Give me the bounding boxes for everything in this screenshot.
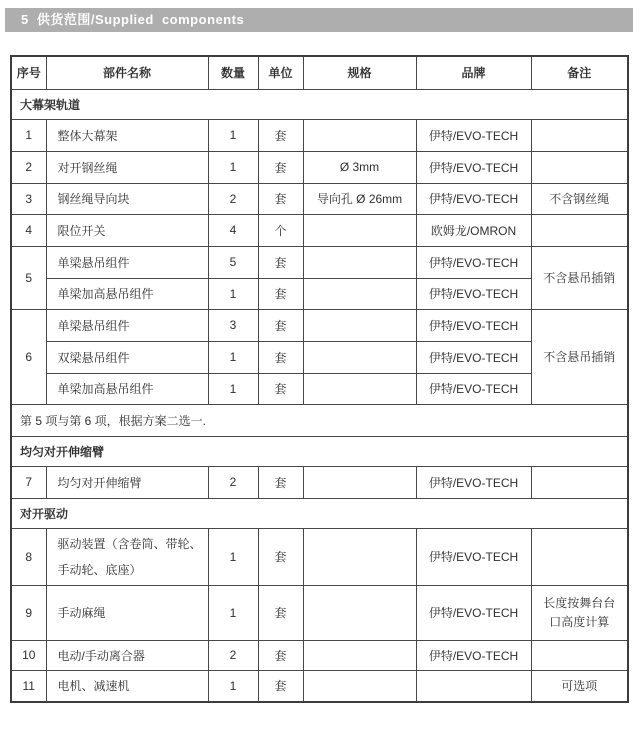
brand-cell: 伊特/EVO-TECH xyxy=(416,640,531,670)
component-name-cell: 对开钢丝绳 xyxy=(46,151,208,183)
unit-cell: 套 xyxy=(258,246,303,278)
spec-cell xyxy=(303,670,416,702)
spec-cell xyxy=(303,585,416,640)
section-row-telescopic-arm xyxy=(11,436,628,466)
spec-cell xyxy=(303,341,416,373)
table-row xyxy=(11,528,628,585)
table-row xyxy=(11,214,628,246)
row-no-cell: 11 xyxy=(11,670,46,702)
brand-cell: 伊特/EVO-TECH xyxy=(416,183,531,214)
spec-cell xyxy=(303,528,416,585)
component-name-cell: 限位开关 xyxy=(46,214,208,246)
row-no-cell: 10 xyxy=(11,640,46,670)
note-cell: 长度按舞台台口高度计算 xyxy=(531,585,628,640)
qty-cell: 3 xyxy=(208,309,258,341)
spec-cell xyxy=(303,309,416,341)
note-cell: 可选项 xyxy=(531,670,628,702)
qty-cell: 2 xyxy=(208,466,258,498)
qty-cell: 1 xyxy=(208,585,258,640)
table-row xyxy=(11,640,628,670)
note-row xyxy=(11,404,628,436)
spec-cell xyxy=(303,278,416,309)
brand-cell: 伊特/EVO-TECH xyxy=(416,341,531,373)
qty-cell: 2 xyxy=(208,183,258,214)
row-no-cell: 2 xyxy=(11,151,46,183)
brand-cell: 伊特/EVO-TECH xyxy=(416,373,531,404)
header-qty: 数量 xyxy=(208,56,258,89)
brand-cell: 伊特/EVO-TECH xyxy=(416,246,531,278)
unit-cell: 套 xyxy=(258,119,303,151)
unit-cell: 套 xyxy=(258,466,303,498)
section-label: 均匀对开伸缩臂 xyxy=(11,436,628,466)
section-row-curtain-frame-track xyxy=(11,89,628,119)
unit-cell: 套 xyxy=(258,278,303,309)
component-name-cell: 单梁悬吊组件 xyxy=(46,309,208,341)
table-header-row xyxy=(11,56,628,89)
component-name-cell: 单梁加高悬吊组件 xyxy=(46,373,208,404)
spec-cell xyxy=(303,640,416,670)
unit-cell: 套 xyxy=(258,341,303,373)
unit-cell: 套 xyxy=(258,585,303,640)
table-row xyxy=(11,246,628,278)
row-no-cell: 4 xyxy=(11,214,46,246)
unit-cell: 套 xyxy=(258,151,303,183)
header-note: 备注 xyxy=(531,56,628,89)
table-row xyxy=(11,585,628,640)
row-no-cell: 7 xyxy=(11,466,46,498)
header-unit: 单位 xyxy=(258,56,303,89)
brand-cell: 伊特/EVO-TECH xyxy=(416,309,531,341)
brand-cell: 伊特/EVO-TECH xyxy=(416,528,531,585)
unit-cell: 套 xyxy=(258,309,303,341)
spec-cell xyxy=(303,246,416,278)
component-name-cell: 双梁悬吊组件 xyxy=(46,341,208,373)
row-no-cell: 9 xyxy=(11,585,46,640)
qty-cell: 1 xyxy=(208,341,258,373)
table-row xyxy=(11,119,628,151)
spec-cell: 导向孔 Ø 26mm xyxy=(303,183,416,214)
note-cell: 不含钢丝绳 xyxy=(531,183,628,214)
qty-cell: 1 xyxy=(208,373,258,404)
component-name-cell: 驱动装置（含卷筒、带轮、手动轮、底座） xyxy=(46,528,208,585)
section-row-split-drive xyxy=(11,498,628,528)
qty-cell: 1 xyxy=(208,670,258,702)
brand-cell: 欧姆龙/OMRON xyxy=(416,214,531,246)
spec-cell xyxy=(303,466,416,498)
unit-cell: 套 xyxy=(258,183,303,214)
brand-cell: 伊特/EVO-TECH xyxy=(416,466,531,498)
brand-cell: 伊特/EVO-TECH xyxy=(416,278,531,309)
header-brand: 品牌 xyxy=(416,56,531,89)
row-no-cell: 1 xyxy=(11,119,46,151)
note-cell xyxy=(531,466,628,498)
note-cell xyxy=(531,119,628,151)
table-row xyxy=(11,670,628,702)
header-name: 部件名称 xyxy=(46,56,208,89)
note-cell: 不含悬吊插销 xyxy=(531,309,628,404)
qty-cell: 1 xyxy=(208,278,258,309)
section-label: 大幕架轨道 xyxy=(11,89,628,119)
brand-cell: 伊特/EVO-TECH xyxy=(416,585,531,640)
unit-cell: 套 xyxy=(258,640,303,670)
brand-cell: 伊特/EVO-TECH xyxy=(416,151,531,183)
table-row xyxy=(11,309,628,341)
component-name-cell: 单梁加高悬吊组件 xyxy=(46,278,208,309)
table-row xyxy=(11,183,628,214)
qty-cell: 1 xyxy=(208,151,258,183)
component-name-cell: 钢丝绳导向块 xyxy=(46,183,208,214)
brand-cell: 伊特/EVO-TECH xyxy=(416,119,531,151)
qty-cell: 4 xyxy=(208,214,258,246)
header-no: 序号 xyxy=(11,56,46,89)
component-name-cell: 均匀对开伸缩臂 xyxy=(46,466,208,498)
note-cell xyxy=(531,214,628,246)
note-cell xyxy=(531,640,628,670)
component-name-cell: 电机、减速机 xyxy=(46,670,208,702)
table-row xyxy=(11,151,628,183)
note-cell: 不含悬吊插销 xyxy=(531,246,628,309)
note-cell xyxy=(531,151,628,183)
qty-cell: 2 xyxy=(208,640,258,670)
row-no-cell: 5 xyxy=(11,246,46,309)
unit-cell: 个 xyxy=(258,214,303,246)
brand-cell xyxy=(416,670,531,702)
spec-cell xyxy=(303,373,416,404)
spec-cell: Ø 3mm xyxy=(303,151,416,183)
header-spec: 规格 xyxy=(303,56,416,89)
section-heading: 5 供货范围/Supplied components xyxy=(5,8,633,32)
components-table xyxy=(10,55,629,703)
row-no-cell: 3 xyxy=(11,183,46,214)
spec-cell xyxy=(303,119,416,151)
qty-cell: 1 xyxy=(208,119,258,151)
component-name-cell: 单梁悬吊组件 xyxy=(46,246,208,278)
unit-cell: 套 xyxy=(258,670,303,702)
row-no-cell: 8 xyxy=(11,528,46,585)
row-no-cell: 6 xyxy=(11,309,46,404)
qty-cell: 5 xyxy=(208,246,258,278)
unit-cell: 套 xyxy=(258,528,303,585)
component-name-cell: 整体大幕架 xyxy=(46,119,208,151)
note-cell xyxy=(531,528,628,585)
note-row-text: 第 5 项与第 6 项，根据方案二选一. xyxy=(11,404,628,436)
table-row xyxy=(11,466,628,498)
qty-cell: 1 xyxy=(208,528,258,585)
component-name-cell: 电动/手动离合器 xyxy=(46,640,208,670)
section-label: 对开驱动 xyxy=(11,498,628,528)
component-name-cell: 手动麻绳 xyxy=(46,585,208,640)
unit-cell: 套 xyxy=(258,373,303,404)
spec-cell xyxy=(303,214,416,246)
